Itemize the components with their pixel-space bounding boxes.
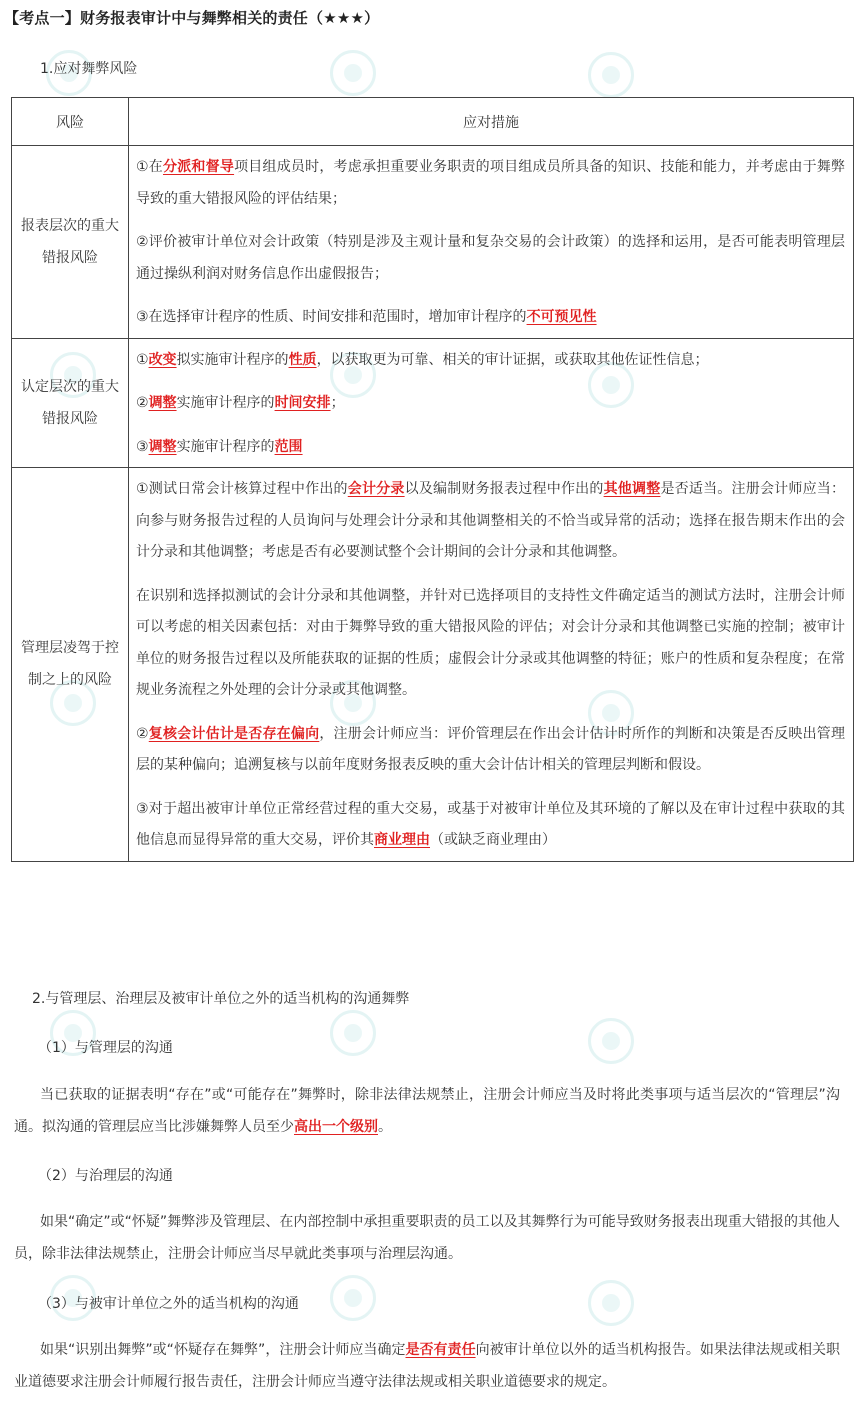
highlight-text: 调整: [148, 395, 177, 411]
measure-number: ②: [136, 395, 149, 411]
paragraph-management: [14, 1080, 840, 1143]
risk-label: 管理层凌驾于控制之上的风险: [12, 468, 129, 862]
fraud-risk-table: [11, 97, 854, 862]
measure-item: [136, 432, 845, 464]
paragraph-text: 当已获取的证据表明“存在”或“可能存在”舞弊时，除非法律法规禁止，注册会计师应当及时将此类事项与适当层次的“管理层”沟通。拟沟通的管理层应当比涉嫌舞弊人员至少: [14, 1087, 840, 1135]
risk-label: 认定层次的重大错报风险: [12, 338, 129, 468]
measure-text: ，以获取更为可靠、相关的审计证据，或获取其他佐证性信息；: [316, 351, 709, 368]
paragraph-text: 向被审计单位以外的适当机构报告。如果法律法规或相关职业道德要求注册会计师履行报告责任，注册会计师应当遵守法律法规或相关职业道德要求的规定。: [14, 1342, 841, 1390]
measure-number: ①: [136, 351, 149, 368]
subsection-3-title: （3）与被审计单位之外的适当机构的沟通: [38, 1296, 299, 1312]
header-risk: 风险: [12, 98, 129, 146]
watermark-logo-icon: [588, 1018, 634, 1064]
measure-item: [136, 719, 845, 782]
measure-text: （或缺乏商业理由）: [430, 832, 556, 848]
section-1-title: 1.应对舞弊风险: [40, 61, 138, 77]
measure-item: [136, 227, 845, 290]
risk-label: 报表层次的重大错报风险: [12, 146, 129, 339]
measure-cell: [129, 338, 854, 468]
measure-text: ②评价被审计单位对会计政策（特别是涉及主观计量和复杂交易的会计政策）的选择和运用，是否可能表明管理层通过操纵利润对财务信息作出虚假报告；: [136, 234, 845, 282]
section-2-title: 2.与管理层、治理层及被审计单位之外的适当机构的沟通舞弊: [32, 991, 410, 1007]
measure-text: ③在选择审计程序的性质、时间安排和范围时，增加审计程序的: [136, 309, 527, 325]
highlight-text: 是否有责任: [405, 1342, 476, 1358]
highlight-text: 复核会计估计是否存在偏向: [148, 725, 320, 742]
measure-item: [136, 581, 845, 707]
subsection-1-title: （1）与管理层的沟通: [38, 1040, 173, 1056]
paragraph-external: [14, 1335, 840, 1398]
measure-item: [136, 302, 845, 334]
measure-text: 是否适当。注册会计师应当：向参与财务报告过程的人员询问与处理会计分录和其他调整相关的不恰当或异常的活动；选择在报告期末作出的会计分录和其他调整；考虑是否有必要测试整个会计期间的会计分录和其他调整。: [136, 481, 846, 560]
header-measure: 应对措施: [129, 98, 854, 146]
highlight-text: 范围: [274, 438, 303, 455]
measure-number: ③: [136, 438, 149, 455]
highlight-text: 改变: [148, 351, 177, 368]
measure-text: ③对于超出被审计单位正常经营过程的重大交易，或基于对被审计单位及其环境的了解以及在审计过程中获取的其他信息而显得异常的重大交易，评价其: [136, 800, 845, 848]
watermark-logo-icon: [330, 1275, 376, 1321]
highlight-text: 商业理由: [374, 832, 430, 848]
watermark-logo-icon: [588, 52, 634, 98]
subsection-2-title: （2）与治理层的沟通: [38, 1168, 173, 1184]
table-row: [12, 338, 854, 468]
measure-text: 实施审计程序的: [176, 395, 275, 411]
highlight-text: 会计分录: [347, 481, 405, 497]
measure-item: [136, 474, 845, 569]
highlight-text: 性质: [288, 351, 317, 368]
measure-cell: [129, 468, 854, 862]
highlight-text: 其他调整: [603, 481, 661, 497]
measure-text: ①测试日常会计核算过程中作出的: [136, 481, 348, 497]
measure-text: ；: [330, 395, 345, 411]
highlight-text: 调整: [148, 438, 177, 455]
page-title: 【考点一】财务报表审计中与舞弊相关的责任（★★★）: [4, 9, 380, 27]
measure-item: [136, 345, 845, 377]
measure-cell: [129, 146, 854, 339]
watermark-logo-icon: [330, 1010, 376, 1056]
measure-text: 以及编制财务报表过程中作出的: [404, 481, 604, 497]
highlight-text: 分派和督导: [162, 159, 235, 175]
measure-text: 拟实施审计程序的: [176, 351, 289, 368]
measure-text: 在识别和选择拟测试的会计分录和其他调整，并针对已选择项目的支持性文件确定适当的测试方法时，注册会计师可以考虑的相关因素包括：对由于舞弊导致的重大错报风险的评估；对会计分录和其他调整已实施的控制；被审计单位的财务报告过程以及所能获取的证据的性质；虚假会计分录或其他调整的特征；账户的性质和复杂程度；在常规业务流程之外处理的会计分录或其他调整。: [136, 587, 845, 698]
measure-item: [136, 388, 845, 420]
measure-item: [136, 152, 845, 215]
table-header-row: [12, 98, 854, 146]
watermark-logo-icon: [588, 1280, 634, 1326]
watermark-logo-icon: [330, 50, 376, 96]
measure-text: ①在: [136, 159, 163, 175]
highlight-text: 不可预见性: [526, 309, 597, 325]
measure-text: ，注册会计师应当：评价管理层在作出会计估计时所作的判断和决策是否反映出管理层的某种偏向；追溯复核与以前年度财务报表反映的重大会计估计相关的管理层判断和假设。: [136, 725, 845, 773]
table-row: [12, 146, 854, 339]
measure-number: ②: [136, 725, 149, 742]
paragraph-governance: [14, 1207, 840, 1270]
paragraph-text: 。: [378, 1118, 392, 1135]
highlight-text: 时间安排: [274, 395, 331, 411]
highlight-text: 高出一个级别: [294, 1118, 378, 1135]
paragraph-text: 如果“确定”或“怀疑”舞弊涉及管理层、在内部控制中承担重要职责的员工以及其舞弊行为可能导致财务报表出现重大错报的其他人员，除非法律法规禁止，注册会计师应当尽早就此类事项与治理层沟通。: [14, 1214, 840, 1262]
measure-text: 实施审计程序的: [176, 438, 275, 455]
measure-item: [136, 794, 845, 857]
measure-text: 项目组成员时，考虑承担重要业务职责的项目组成员所具备的知识、技能和能力，并考虑由于舞弊导致的重大错报风险的评估结果；: [136, 159, 846, 207]
table-row: [12, 468, 854, 862]
paragraph-text: 如果“识别出舞弊”或“怀疑存在舞弊”，注册会计师应当确定: [40, 1342, 406, 1358]
